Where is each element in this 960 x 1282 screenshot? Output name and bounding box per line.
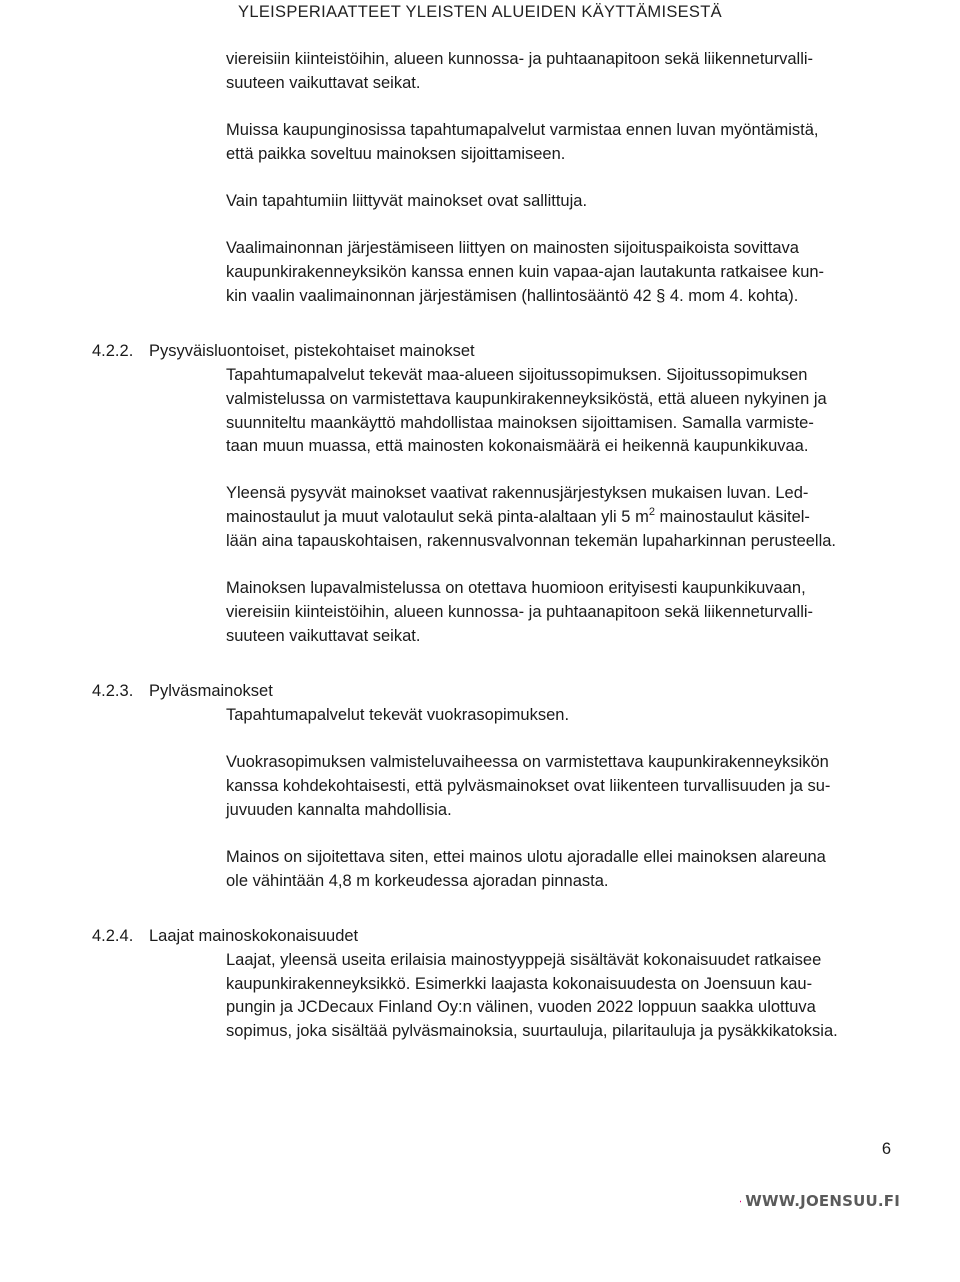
- joensuu-logo-icon: [740, 1195, 741, 1208]
- paragraph-line: suunniteltu maankäyttö mahdollistaa mainoksen sijoittamisen. Samalla varmiste-: [226, 414, 814, 432]
- joensuu-logo: [740, 1190, 900, 1212]
- paragraph-line: valmistelussa on varmistettava kaupunkirakenneyksiköstä, että alueen nykyinen ja: [226, 390, 827, 408]
- paragraph-line: Vain tapahtumiin liittyvät mainokset ovat sallittuja.: [226, 192, 588, 210]
- paragraph-line: Mainoksen lupavalmistelussa on otettava huomioon erityisesti kaupunkikuvaan,: [226, 579, 806, 597]
- page-number: 6: [881, 1140, 891, 1158]
- page-header: YLEISPERIAATTEET YLEISTEN ALUEIDEN KÄYTTÄMISESTÄ: [238, 3, 722, 21]
- paragraph-line: Muissa kaupunginosissa tapahtumapalvelut varmistaa ennen luvan myöntämistä,: [226, 121, 819, 139]
- paragraph-line: kaupunkirakenneyksikön kanssa ennen kuin vapaa-ajan lautakunta ratkaisee kun-: [226, 263, 825, 281]
- paragraph-line: sopimus, joka sisältää pylväsmainoksia, suurtauluja, pilaritauluja ja pysäkkikatoksia.: [226, 1022, 838, 1040]
- paragraph-line: Tapahtumapalvelut tekevät maa-alueen sijoitussopimuksen. Sijoitussopimuksen: [226, 366, 808, 384]
- paragraph-line: suuteen vaikuttavat seikat.: [226, 627, 421, 645]
- text-run: mainostaulut käsitel-: [654, 508, 810, 526]
- paragraph-line: Yleensä pysyvät mainokset vaativat rakennusjärjestyksen mukaisen luvan. Led-: [226, 484, 809, 502]
- paragraph-line: suuteen vaikuttavat seikat.: [226, 74, 421, 92]
- section-title: Pylväsmainokset: [149, 682, 273, 700]
- logo-text: WWW.JOENSUU.FI: [745, 1192, 900, 1210]
- paragraph-line: viereisiin kiinteistöihin, alueen kunnossa- ja puhtaanapitoon sekä liikenneturvalli-: [226, 50, 814, 68]
- paragraph-line: Vaalimainonnan järjestämiseen liittyen on mainosten sijoituspaikoista sovittava: [226, 239, 799, 257]
- paragraph-line: kanssa kohdekohtaisesti, että pylväsmainokset ovat liikenteen turvallisuuden ja su-: [226, 777, 831, 795]
- section-number: 4.2.3.: [92, 682, 134, 700]
- section-title: Pysyväisluontoiset, pistekohtaiset mainokset: [149, 342, 475, 360]
- paragraph-line: että paikka soveltuu mainoksen sijoittamiseen.: [226, 145, 566, 163]
- section-number: 4.2.4.: [92, 927, 134, 945]
- paragraph-line: pungin ja JCDecaux Finland Oy:n välinen, vuoden 2022 loppuun saakka ulottuva: [226, 998, 816, 1016]
- paragraph-line: Vuokrasopimuksen valmisteluvaiheessa on varmistettava kaupunkirakenneyksikön: [226, 753, 829, 771]
- paragraph-line: taan muun muassa, että mainosten kokonaismäärä ei heikennä kaupunkikuvaa.: [226, 437, 809, 455]
- paragraph-line: kin vaalin vaalimainonnan järjestämisen (hallintosääntö 42 § 4. mom 4. kohta).: [226, 287, 799, 305]
- paragraph-line: kaupunkirakenneyksikkö. Esimerkki laajasta kokonaisuudesta on Joensuun kau-: [226, 975, 813, 993]
- paragraph-line: [226, 508, 810, 527]
- paragraph-line: lään aina tapauskohtaisen, rakennusvalvonnan tekemän lupaharkinnan perusteella.: [226, 532, 837, 550]
- text-run: mainostaulut ja muut valotaulut sekä pinta-alaltaan yli 5 m: [226, 508, 649, 526]
- paragraph-line: Tapahtumapalvelut tekevät vuokrasopimuksen.: [226, 706, 570, 724]
- paragraph-line: Mainos on sijoitettava siten, ettei mainos ulotu ajoradalle ellei mainoksen alareuna: [226, 848, 826, 866]
- paragraph-line: juvuuden kannalta mahdollisia.: [226, 801, 452, 819]
- superscript: 2: [648, 506, 655, 518]
- paragraph-line: viereisiin kiinteistöihin, alueen kunnossa- ja puhtaanapitoon sekä liikenneturvalli-: [226, 603, 814, 621]
- section-title: Laajat mainoskokonaisuudet: [149, 927, 359, 945]
- paragraph-line: Laajat, yleensä useita erilaisia mainostyyppejä sisältävät kokonaisuudet ratkaisee: [226, 951, 822, 969]
- section-number: 4.2.2.: [92, 342, 134, 360]
- paragraph-line: ole vähintään 4,8 m korkeudessa ajoradan pinnasta.: [226, 872, 609, 890]
